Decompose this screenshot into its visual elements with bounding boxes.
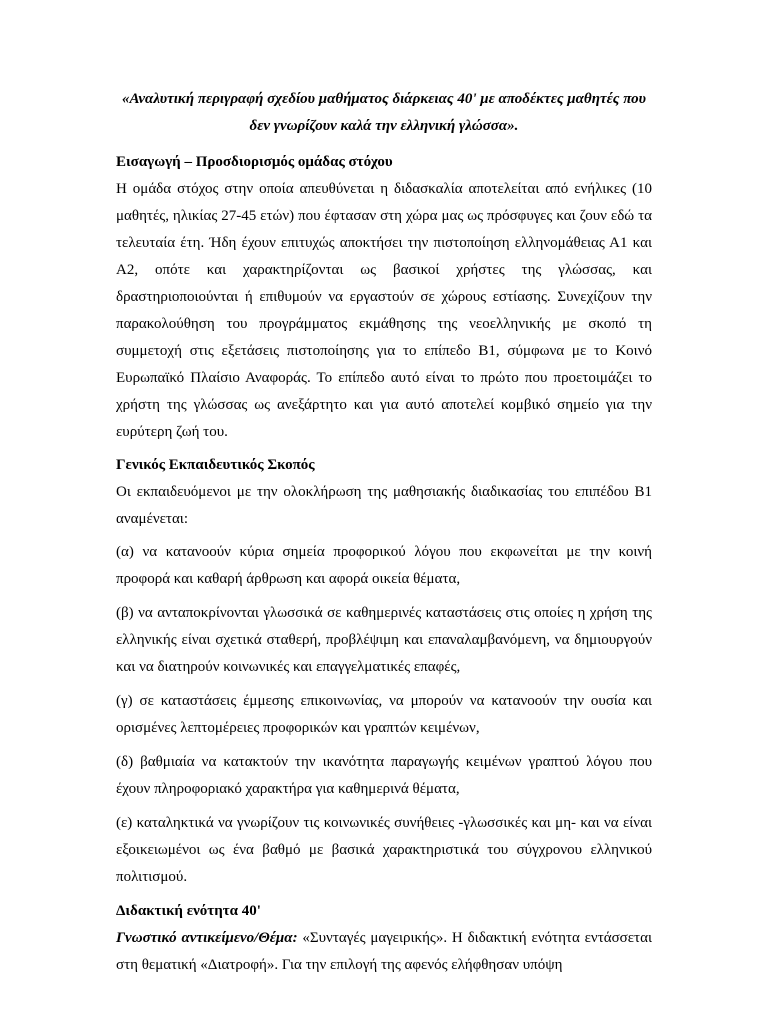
unit-paragraph	[116, 925, 652, 979]
goal-item-c: (γ) σε καταστάσεις έμμεσης επικοινωνίας, να μπορούν να κατανοούν την ουσία και ορισμένες λεπτομέρειες προφορικών και γραπτών κειμένων,	[116, 693, 652, 736]
intro-paragraph: Η ομάδα στόχος στην οποία απευθύνεται η διδασκαλία αποτελείται από ενήλικες (10 μαθητές, ηλικίας 27-45 ετών) που έφτασαν στη χώρα μας ως πρόσφυγες και ζουν εδώ τα τελευταία έτη. Ήδη έχουν επιτυχώς αποκτήσει την πιστοποίηση ελληνομάθειας Α1 και Α2, οπότε και χαρακτηρίζονται ως βασικοί χρήστες της γλώσσας, και δραστηριοποιούνται ή επιθυμούν να εργαστούν σε χώρους εστίασης. Συνεχίζουν την παρακολούθηση του προγράμματος εκμάθησης της νεοελληνικής με σκοπό τη συμμετοχή στις εξετάσεις πιστοποίησης για το επίπεδο Β1, σύμφωνα με το Κοινό Ευρωπαϊκό Πλαίσιο Αναφοράς. Το επίπεδο αυτό είναι το πρώτο που προετοιμάζει το χρήστη της γλώσσας ως ανεξάρτητο και για αυτό αποτελεί κομβικό σημείο για την ευρύτερη ζωή του.	[116, 181, 652, 440]
goal-item-d: (δ) βαθμιαία να κατακτούν την ικανότητα παραγωγής κειμένων γραπτού λόγου που έχουν πληροφοριακό χαρακτήρα για καθημερινά θέματα,	[116, 754, 652, 797]
unit-subject-label: Γνωστικό αντικείμενο/Θέμα:	[116, 930, 298, 946]
unit-heading: Διδακτική ενότητα 40'	[116, 903, 261, 919]
goal-intro-paragraph: Οι εκπαιδευόμενοι με την ολοκλήρωση της μαθησιακής διαδικασίας του επιπέδου Β1 αναμένεται:	[116, 484, 652, 527]
goal-item-a: (α) να κατανοούν κύρια σημεία προφορικού λόγου που εκφωνείται με την κοινή προφορά και καθαρή άρθρωση και αφορά οικεία θέματα,	[116, 544, 652, 587]
document-title: «Αναλυτική περιγραφή σχεδίου μαθήματος διάρκειας 40' με αποδέκτες μαθητές που δεν γνωρίζουν καλά την ελληνική γλώσσα».	[121, 91, 647, 134]
unit-subject-text: «Συνταγές μαγειρικής». Η διδακτική ενότητα εντάσσεται στη θεματική «Διατροφή». Για την επιλογή της αφενός ελήφθησαν υπόψη	[116, 930, 652, 973]
document-body	[116, 86, 652, 985]
goal-item-b: (β) να ανταποκρίνονται γλωσσικά σε καθημερινές καταστάσεις στις οποίες η χρήση της ελληνικής είναι σχετικά σταθερή, προβλέψιμη και επαναλαμβανόμενη, να δημιουργούν και να διατηρούν κοινωνικές και επαγγελματικές επαφές,	[116, 605, 652, 675]
goal-heading: Γενικός Εκπαιδευτικός Σκοπός	[116, 457, 315, 473]
intro-heading: Εισαγωγή – Προσδιορισμός ομάδας στόχου	[116, 154, 393, 170]
goal-item-e: (ε) καταληκτικά να γνωρίζουν τις κοινωνικές συνήθειες -γλωσσικές και μη- και να είναι εξοικειωμένοι ως ένα βαθμό με βασικά χαρακτηριστικά του σύγχρονου ελληνικού πολιτισμού.	[116, 815, 652, 885]
